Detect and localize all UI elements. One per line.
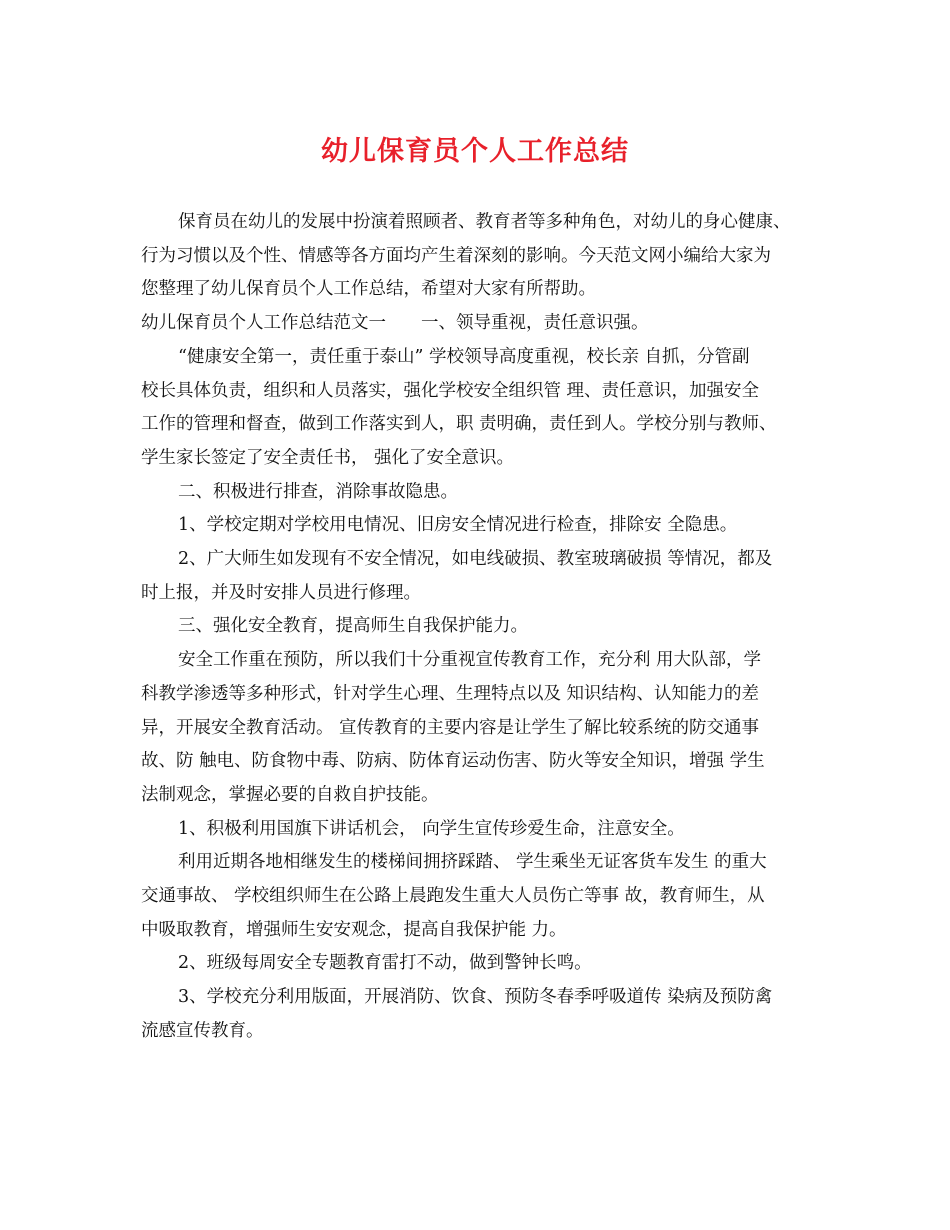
text-line: 1、学校定期对学校用电情况、旧房安全情况进行检查，排除安 全隐患。: [178, 515, 738, 536]
paragraph: [141, 476, 813, 510]
text-line: 幼儿保育员个人工作总结范文一 一、领导重视，责任意识强。: [141, 313, 649, 334]
text-line: 校长具体负责，组织和人员落实，强化学校安全组织管 理、责任意识，加强安全: [141, 380, 760, 401]
text-line: 交通事故、 学校组织师生在公路上晨跑发生重大人员伤亡等事 故，教育师生，从: [141, 886, 765, 907]
text-line: 二、积极进行排查，消除事故隐患。: [178, 481, 458, 502]
text-line: 保育员在幼儿的发展中扮演着照顾者、教育者等多种角色，对幼儿的身心健康、: [178, 212, 791, 232]
text-line: 科教学渗透等多种形式，针对学生心理、生理特点以及 知识结构、认知能力的差: [141, 683, 760, 704]
paragraph: [141, 341, 813, 476]
text-line: 工作的管理和督查，做到工作落实到人，职 责明确，责任到人。学校分别与教师、: [141, 414, 777, 435]
section-heading-line: [141, 307, 813, 341]
text-line: 2、班级每周安全专题教育雷打不动，做到警钟长鸣。: [178, 953, 592, 974]
paragraph: [141, 509, 813, 543]
document-body: [141, 206, 813, 1049]
text-line: 三、强化安全教育，提高师生自我保护能力。: [178, 616, 528, 637]
text-line: “健康安全第一，责任重于泰山” 学校领导高度重视，校长亲 自抓，分管副: [178, 346, 750, 367]
text-line: 异，开展安全教育活动。 宣传教育的主要内容是让学生了解比较系统的防交通事: [141, 717, 760, 738]
text-line: 时上报，并及时安排人员进行修理。: [141, 582, 421, 603]
page-title: 幼儿保育员个人工作总结: [321, 136, 629, 167]
paragraph: [141, 813, 813, 847]
text-line: 2、广大师生如发现有不安全情况，如电线破损、教室玻璃破损 等情况，都及: [178, 549, 773, 570]
paragraph: [141, 543, 813, 610]
text-line: 3、学校充分利用版面，开展消防、饮食、预防冬春季呼吸道传 染病及预防禽: [178, 987, 773, 1008]
paragraph: [141, 644, 813, 813]
text-line: 中吸取教育，增强师生安安观念，提高自我保护能 力。: [141, 919, 567, 940]
text-line: 您整理了幼儿保育员个人工作总结，希望对大家有所帮助。: [141, 279, 596, 300]
text-line: 故、防 触电、防食物中毒、防病、防体育运动伤害、防火等安全知识，增强 学生: [141, 751, 765, 772]
text-line: 1、积极利用国旗下讲话机会， 向学生宣传珍爱生命，注意安全。: [178, 818, 685, 839]
paragraph: [141, 947, 813, 981]
text-line: 安全工作重在预防，所以我们十分重视宣传教育工作，充分利 用大队部，学: [178, 650, 762, 671]
paragraph: [141, 610, 813, 644]
text-line: 行为习惯以及个性、情感等各方面均产生着深刻的影响。今天范文网小编给大家为: [141, 245, 771, 266]
intro-paragraph: [141, 206, 813, 307]
text-line: 学生家长签定了安全责任书， 强化了安全意识。: [141, 447, 515, 468]
paragraph: [141, 981, 813, 1048]
text-line: 利用近期各地相继发生的楼梯间拥挤踩踏、 学生乘坐无证客货车发生 的重大: [178, 852, 767, 873]
paragraph: [141, 846, 813, 947]
text-line: 流感宣传教育。: [141, 1020, 264, 1041]
text-line: 法制观念，掌握必要的自救自护技能。: [141, 784, 439, 805]
